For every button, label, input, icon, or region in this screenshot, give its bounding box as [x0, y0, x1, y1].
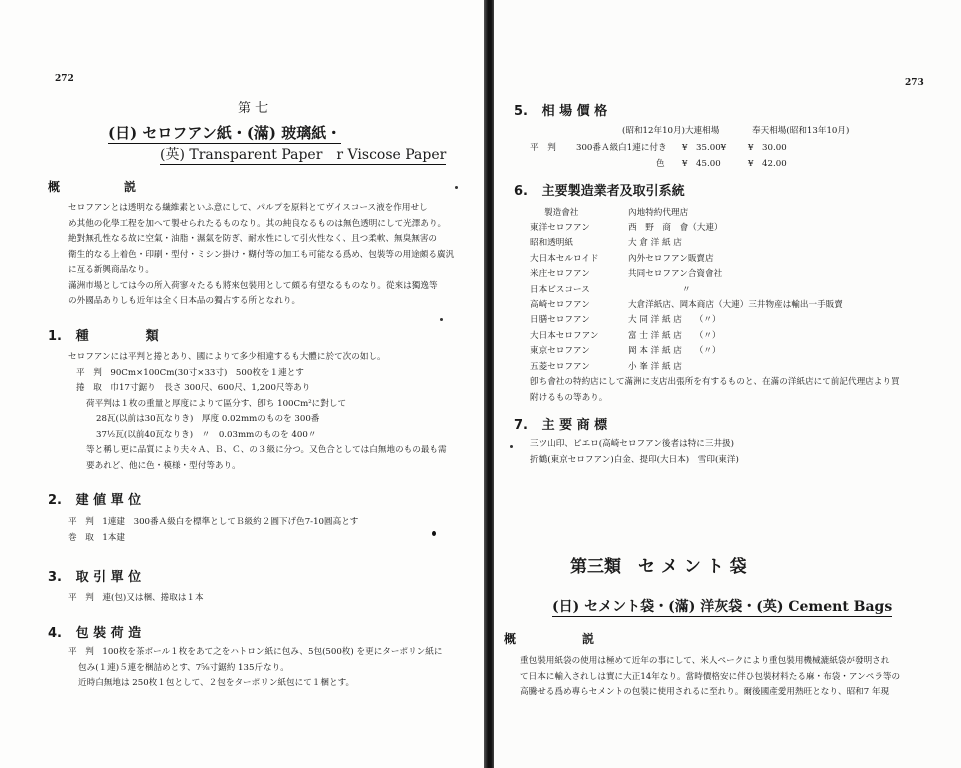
agent-cell: 大 倉 洋 紙 店 [628, 238, 682, 249]
text-line: 重包裝用紙袋の使用は極めて近年の事にして、米人ペークにより重包裝用機械漉紙袋が發明され [520, 656, 890, 666]
gaisetsu-heading-right-1: 概 [504, 632, 517, 646]
text-line: セロフアンとは透明なる繊維素といふ意にして、パルプを原料とてヴイスコース液を作用せし [68, 203, 428, 213]
maker-cell: 東洋セロフアン [530, 223, 590, 234]
maker-cell: 米庄セロフアン [530, 269, 590, 280]
agent-cell: 共同セロフアン合資會社 [628, 269, 723, 280]
text-line: 絶對無孔性なる故に空氣・油脂・濕氣を防ぎ、耐水性にして引火性なく、且つ柔軟、無臭無害の [68, 234, 438, 244]
chapter-heading: 第 七 [238, 101, 269, 116]
text-line: 荷平判は１枚の重量と厚度によりて區分す、卽ち 100Cm²に對して [86, 398, 347, 409]
table-row [530, 139, 799, 155]
section-1-heading [48, 325, 159, 344]
section-number: 7. [514, 418, 528, 433]
gaisetsu-heading-1: 概 [48, 180, 61, 194]
table-row [530, 343, 857, 358]
maker-cell: 五菱セロフアン [530, 361, 590, 372]
table-row [530, 327, 857, 342]
maker-cell: 日膳セロフアン [530, 315, 590, 326]
agent-cell: 〃 [682, 284, 691, 295]
section-title: 主 要 商 標 [541, 418, 608, 433]
text-line: 要あれど、他に色・模様・型付等あり。 [86, 460, 241, 471]
section-number: 5. [514, 104, 528, 119]
price-header-mukden: 奉天相場(昭和13年10月) [752, 126, 850, 136]
text-line: 平 判 100枚を茶ボール１枚をあて之をハトロン紙に包み、5包(500枚) を更にターポリン紙に [68, 647, 443, 657]
section-title: 主要製造業者及取引系統 [541, 184, 685, 199]
section-number: 2. [48, 493, 62, 508]
gaisetsu-text [68, 201, 478, 310]
table-row [530, 155, 799, 171]
text-line: 卽ち會社の特約店にして滿洲に支店出張所を有するものと、在滿の洋紙店にて前記代理店より買 [530, 377, 900, 387]
title-english: (英) Transparent Paper r Viscose Paper [160, 147, 447, 163]
table-row [530, 296, 857, 311]
table-row [530, 266, 857, 281]
page-number-left: 272 [55, 74, 74, 84]
agent-cell: 大倉洋紙店、岡本商店（大連）三井物産は輸出一手販賣 [628, 300, 843, 311]
makers-table [530, 204, 857, 373]
speck [440, 318, 443, 321]
section-number: 6. [514, 184, 528, 199]
section-4-heading [48, 622, 141, 641]
text-line: 28瓦(以前は30瓦なりき) 厚度 0.02mmのものを 300番 [96, 414, 320, 424]
text-line: に亙る新興商品なり。 [68, 265, 154, 275]
section-title: 建 値 單 位 [75, 493, 142, 508]
class-3-title: 第三類 セ メ ン ト 袋 [570, 557, 747, 577]
section-number: 1. [48, 329, 62, 344]
section-5-heading [514, 100, 607, 119]
table-row [530, 312, 857, 327]
section-3-heading [48, 566, 141, 585]
table-cell: ¥ 42.00 [748, 159, 787, 169]
gaisetsu-heading-right-2: 説 [582, 632, 595, 646]
table-row [530, 219, 857, 234]
table-cell: ¥ 45.00 [682, 159, 721, 169]
maker-cell: 日本ビスコース [530, 284, 590, 295]
table-cell [530, 155, 576, 171]
text-line: 折鶴(東京セロフアン)白金、提印(大日本) 雪印(東洋) [530, 454, 739, 465]
section-2-text [68, 515, 478, 546]
section-title-part: 種 [75, 329, 89, 344]
agent-cell: 西 野 商 會（大連） [628, 223, 723, 234]
gaisetsu-heading-2: 説 [124, 180, 137, 194]
section-number: 4. [48, 626, 62, 641]
speck [432, 531, 436, 536]
gaisetsu-right-text [520, 654, 950, 701]
agent-cell: 岡 本 洋 紙 店 （〃） [628, 346, 721, 357]
text-line: 平 判 1連建 300番Ａ級白を標準としてＢ級約２圓下げ色7-10圓高とす [68, 517, 359, 527]
text-line: 高騰せる爲め專らセメントの包裝に使用されるに至れり。爾後國產愛用熱旺となり、昭和7 年現 [520, 687, 890, 697]
section-7-text [530, 437, 950, 468]
table-row [530, 235, 857, 250]
section-4-text [68, 645, 478, 692]
table-row [530, 281, 857, 296]
column-header: 製造會社 [544, 207, 579, 218]
text-line: 近時白無地は 250枚１包として、２包をターポリン紙包にて１梱とす。 [78, 678, 355, 688]
text-line: 三ツ山印、ピエロ(高崎セロフアン後者は特に三井扱) [530, 439, 735, 449]
table-header-row [530, 204, 857, 219]
section-title: 相 場 價 格 [541, 104, 608, 119]
agent-cell: 富 士 洋 紙 店 （〃） [628, 330, 721, 341]
page-number-right: 273 [905, 78, 924, 88]
section-3-text [68, 591, 478, 607]
title-cellophane: (日) セロフアン紙・(滿) 玻璃紙・ [108, 124, 342, 142]
text-line: 衛生的なる上着色・印刷・型付・ミシン掛け・糊付等の加工も可能なる爲め、包裝等の用途頗る廣汎 [68, 249, 455, 260]
section-6-note [530, 375, 950, 406]
text-line: 附けるもの等あり。 [530, 392, 608, 403]
right-page [494, 0, 961, 768]
column-header: 內地特約代理店 [628, 207, 689, 218]
section-7-heading [514, 414, 607, 433]
maker-cell: 大日本セロフアン [530, 330, 599, 341]
maker-cell: 高崎セロフアン [530, 300, 590, 311]
text-line: 平 判 連(包)又は梱、捲取は１本 [68, 593, 204, 603]
text-line: 巻 取 1本建 [68, 532, 126, 543]
table-cell: ¥ 30.00 [748, 143, 787, 153]
speck [510, 445, 513, 448]
table-cell: ¥ 35.00¥ [682, 143, 727, 153]
table-cell: 色 [656, 159, 665, 169]
table-row [530, 250, 857, 265]
text-line: 滿洲市場としては今の所入荷寥々たるも將來包裝用として頗る有望なるものなり。從來は獨逸等 [68, 280, 438, 291]
section-1-text [68, 350, 478, 474]
section-title-part: 類 [145, 329, 159, 344]
section-6-heading [514, 180, 685, 199]
price-table [530, 139, 799, 171]
speck [455, 186, 458, 189]
section-2-heading [48, 489, 141, 508]
text-line: セロフアンには平判と捲とあり、國によりて多少相違するも大體に於て次の如し。 [68, 352, 386, 362]
text-line: め其他の化學工程を加へて製せられたるものなり。其の純良なるものは無色透明にして光澤あり。 [68, 218, 447, 229]
agent-cell: 大 同 洋 紙 店 （〃） [628, 315, 721, 326]
maker-cell: 昭和透明紙 [530, 238, 573, 249]
text-line: 平 判 90Cm×100Cm(30寸×33寸) 500枚を１連とす [76, 367, 304, 378]
text-line: の外國品ありしも近年は全く日本品の獨占する所となれり。 [68, 296, 301, 306]
section-number: 3. [48, 570, 62, 585]
table-cell: 平 判 [530, 143, 556, 153]
table-row [530, 358, 857, 373]
maker-cell: 大日本セルロイド [530, 253, 599, 264]
text-line: 包み(１連)５連を梱詰めとす、7⅝寸鋸約 135斤なり。 [78, 662, 289, 673]
section-title: 取 引 單 位 [75, 570, 142, 585]
class-3-subtitle: (日) セメント袋・(滿) 洋灰袋・(英) Cement Bags [552, 599, 893, 615]
agent-cell: 內外セロフアン販賣店 [628, 253, 714, 264]
text-line: て日本に輸入されしは實に大正14年なり。當時價格安に伴ひ包裝材料たる麻・布袋・アンペラ等の [520, 671, 901, 682]
text-line: 等と稱し更に品質により夫々Ａ、Ｂ、Ｃ、の３級に分つ。又色合としては白無地のもの最も需 [86, 445, 447, 455]
section-title: 包 裝 荷 造 [75, 626, 142, 641]
text-line: 捲 取 巾17寸鋸り 長さ 300尺、600尺、1,200尺等あり [76, 383, 311, 393]
price-header-dalian: (昭和12年10月)大連相場 [622, 126, 720, 136]
text-line: 37½瓦(以前40瓦なりき) 〃 0.03mmのものを 400〃 [96, 429, 317, 440]
maker-cell: 東京セロフアン [530, 346, 590, 357]
agent-cell: 小 峯 洋 紙 店 [628, 361, 682, 372]
table-cell: 300番Ａ級白1連に付き [576, 143, 667, 153]
